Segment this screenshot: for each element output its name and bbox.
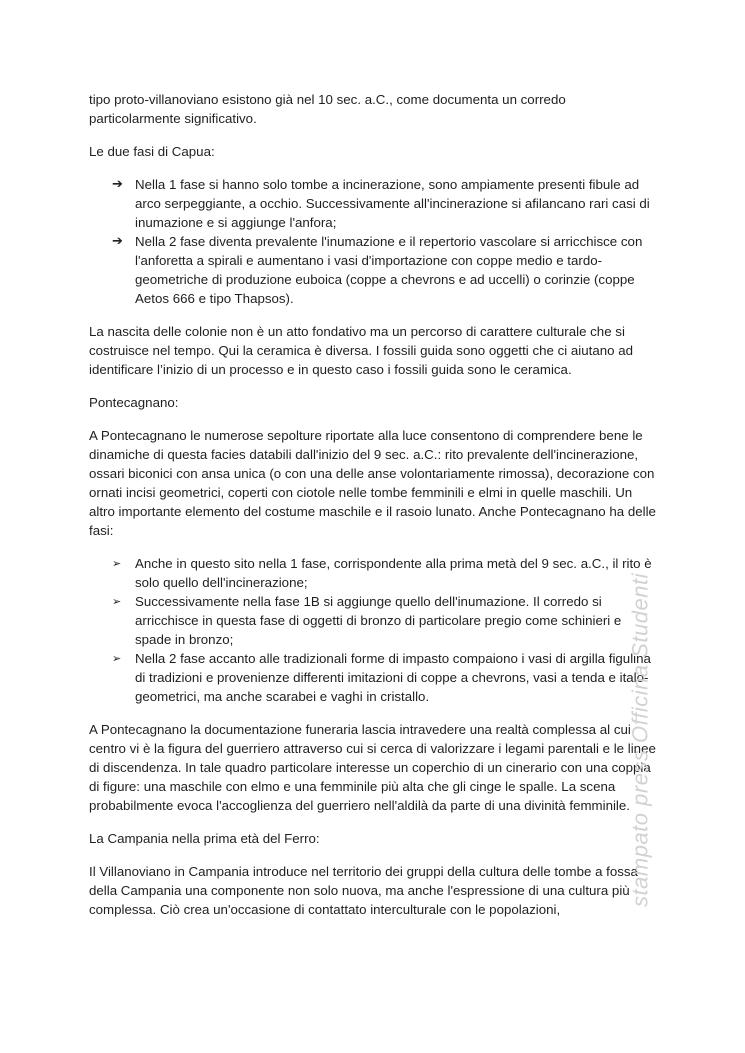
list-item <box>89 592 659 649</box>
list-item-text: Anche in questo sito nella 1 fase, corrispondente alla prima metà del 9 sec. a.C., il rito è solo quello dell'incinerazione; <box>135 556 652 590</box>
arrow-bullet-icon: ➔ <box>112 234 123 249</box>
list-item <box>89 554 659 592</box>
arrow-bullet-icon: ➔ <box>112 177 123 192</box>
arrowhead-bullet-icon: ➢ <box>112 652 122 665</box>
heading-capua: Le due fasi di Capua: <box>89 144 215 159</box>
paragraph-intro: tipo proto-villanoviano esistono già nel 10 sec. a.C., come documenta un corredo particolarmente significativo. <box>89 92 566 126</box>
list-item-text: Nella 2 fase diventa prevalente l'inumazione e il repertorio vascolare si arricchisce con l'anforetta a spirali e aumentano i vasi d'importazione con coppe medio e tardo-geometriche di produzione euboica (coppe a chevrons e ad uccelli) o corinzie (coppe Aetos 666 e tipo Thapsos). <box>135 234 643 306</box>
list-item-text: Nella 1 fase si hanno solo tombe a incinerazione, sono ampiamente presenti fibule ad arco serpeggiante, a occhio. Successivamente all'incinerazione si afilancano rari casi di inumazione e si aggiunge l'anfora; <box>135 177 650 230</box>
arrowhead-bullet-icon: ➢ <box>112 595 122 608</box>
watermark-text: stampato press Officina Studenti <box>627 573 653 907</box>
paragraph-pontecagnano: A Pontecagnano le numerose sepolture riportate alla luce consentono di comprendere bene le dinamiche di questa facies databili dall'inizio del 9 sec. a.C.: rito prevalente dell'incinerazione, ossari biconici con ansa unica (o con una delle anse volontariamente rimossa), decorazione con ornati incisi geometrici, coperti con ciotole nelle tombe femminili e elmi in quelle maschili. Un altro importante elemento del costume maschile e il rasoio lunato. Anche Pontecagnano ha delle fasi: <box>89 428 656 538</box>
paragraph-villanoviano: Il Villanoviano in Campania introduce nel territorio dei gruppi della cultura delle tombe a fossa della Campania una componente non solo nuova, ma anche l'espressione di una cultura più complessa. Ciò crea un'occasione di contattato interculturale con le popolazioni, <box>89 864 638 917</box>
list-item <box>89 649 659 706</box>
pontecagnano-phases-list <box>89 554 659 706</box>
heading-pontecagnano: Pontecagnano: <box>89 395 179 410</box>
list-item <box>89 232 659 308</box>
list-item-text: Nella 2 fase accanto alle tradizionali forme di impasto compaiono i vasi di argilla figulina di tradizioni e provenienze differenti imitazioni di coppe a chevrons, vasi a tenda e italo-geometrici, ma anche scarabei e vaghi in cristallo. <box>135 651 651 704</box>
list-item-text: Successivamente nella fase 1B si aggiunge quello dell'inumazione. Il corredo si arricchisce in questa fase di oggetti di bronzo di particolare pregio come schinieri e spade in bronzo; <box>135 594 622 647</box>
arrowhead-bullet-icon: ➢ <box>112 557 122 570</box>
document-page <box>89 90 659 933</box>
paragraph-guerriero: A Pontecagnano la documentazione funeraria lascia intravedere una realtà complessa al cui centro vi è la figura del guerriero attraverso cui si cerca di valorizzare i legami parentali e le linee di discendenza. In tale quadro particolare interesse un coperchio di un cinerario con una coppia di figure: una maschile con elmo e una femminile più alta che gli cinge le spalle. La scena probabilmente evoca l'accoglienza del guerriero nell'aldilà da parte di una divinità femminile. <box>89 722 656 813</box>
list-item <box>89 175 659 232</box>
paragraph-colonie: La nascita delle colonie non è un atto fondativo ma un percorso di carattere culturale che si costruisce nel tempo. Qui la ceramica è diversa. I fossili guida sono oggetti che ci aiutano ad identificare l’inizio di un processo e in questo caso i fossili guida sono le ceramica. <box>89 324 633 377</box>
capua-phases-list <box>89 175 659 308</box>
heading-campania: La Campania nella prima età del Ferro: <box>89 831 320 846</box>
